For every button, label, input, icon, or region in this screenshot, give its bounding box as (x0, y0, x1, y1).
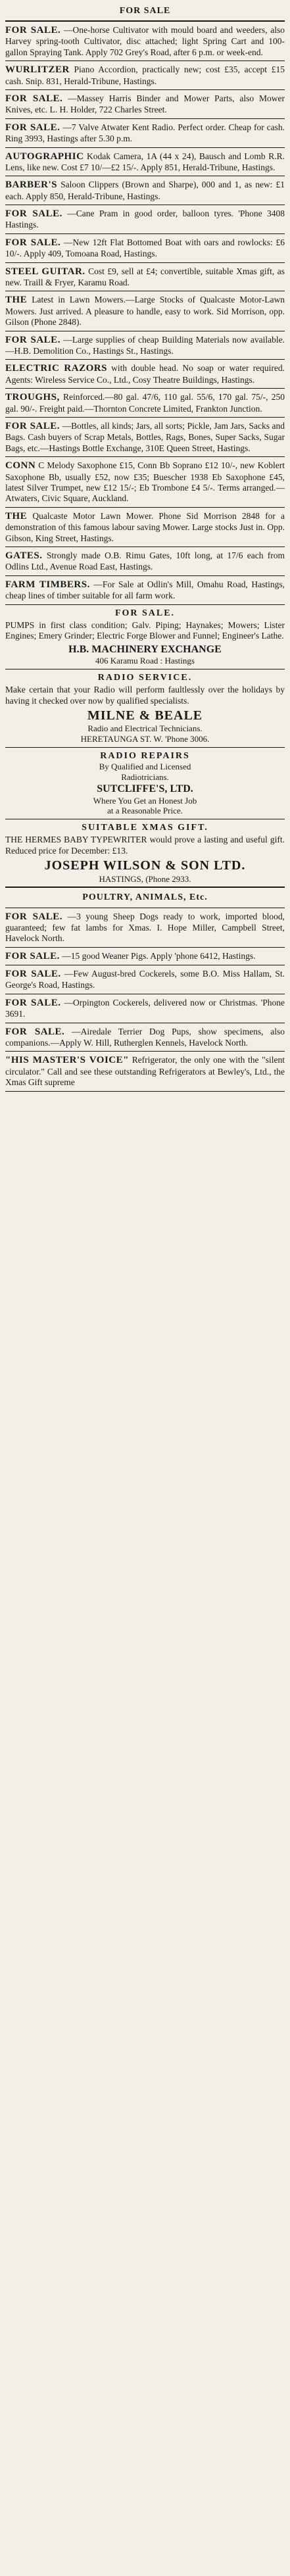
classified-page (0, 0, 290, 1092)
ad-address: 406 Karamu Road : Hastings (95, 656, 195, 666)
radio-service-ad (5, 672, 285, 744)
divider (5, 575, 285, 576)
divider (5, 359, 285, 360)
ad-text: Kodak Camera, 1A (44 x 24), Bausch and Lomb R.R. Lens, like new. Cost £7 10/—£2 15/-. Apply 851, Herald-Tribune, Hastings. (5, 151, 285, 172)
classified-ad (5, 237, 285, 260)
classified-ad (5, 510, 285, 544)
ad-lead: WURLITZER (5, 64, 70, 76)
divider (5, 947, 285, 948)
ad-lead: AUTOGRAPHIC (5, 151, 84, 162)
ad-lead: STEEL GUITAR. (5, 266, 85, 277)
ad-title: RADIO REPAIRS (100, 751, 190, 762)
section-heading-for-sale: FOR SALE (119, 6, 171, 16)
ad-desc: Radio and Electrical Technicians. (87, 723, 203, 734)
ad-firm: SUTCLIFFE'S, LTD. (97, 783, 193, 794)
divider (5, 388, 285, 389)
ad-text: PUMPS in first class condition; Galv. Piping; Haynakes; Mowers; Lister Engines; Emery Grinder; Electric Forge Blower and Funnel; Engineer's Lathe. (5, 620, 285, 641)
classified-ad (5, 1054, 285, 1088)
ad-line: Radiotricians. (121, 772, 169, 783)
divider (5, 89, 285, 90)
ad-text: Make certain that your Radio will perform faultlessly over the holidays by having it checked over now by qualified specialists. (5, 685, 285, 706)
ad-text: —Airedale Terrier Dog Pups, show specimens, also companions.—Apply W. Hill, Rutherglen Kennels, Havelock North. (5, 1026, 285, 1048)
ad-lead: FOR SALE. (5, 950, 60, 961)
ad-text: —15 good Weaner Pigs. Apply 'phone 6412, Hastings. (62, 950, 256, 961)
ad-lead: FOR SALE. (5, 208, 62, 220)
ad-text: Refrigerator, the only one with the "silent circulator." Call and see these outstanding Refrigerators at Bewley's, Ltd., the Xmas Gift supreme (5, 1055, 285, 1088)
ad-text: Qualcaste Motor Lawn Mower. Phone Sid Morrison 2848 for a demonstration of this famous labour saving Mower. Large stocks Just in. Opp. Gibson, King Street, Hastings. (5, 510, 285, 543)
classified-ad (5, 968, 285, 991)
divider (5, 20, 285, 22)
divider (5, 262, 285, 263)
classified-ad (5, 579, 285, 602)
classified-ad (5, 997, 285, 1020)
ad-text: —For Sale at Odlin's Mill, Omahu Road, Hastings, cheap lines of timber suitable for all farm work. (5, 579, 285, 601)
ad-lead: ELECTRIC RAZORS (5, 363, 107, 374)
ad-title: RADIO SERVICE. (97, 673, 193, 683)
classified-ad (5, 334, 285, 357)
for-sale-ads (5, 24, 285, 605)
ad-line: at a Reasonable Price. (107, 806, 183, 816)
classified-ad (5, 950, 285, 962)
ad-text: —One-horse Cultivator with mould board and weeders, also Harvey spring-tooth Cultivator, disc attached; light Spring Cart and 100-gallon Spraying Tank. Apply 702 Grey's Road, after 6 p.m. or week-end. (5, 25, 285, 57)
classified-ad (5, 911, 285, 944)
ad-lead: FOR SALE. (5, 911, 63, 922)
ad-line: Where You Get an Honest Job (93, 795, 197, 806)
ad-lead: GATES. (5, 550, 43, 562)
ad-text: C Melody Saxophone £15, Conn Bb Soprano £12 10/-, new Koblert Saxophone Bb, usually £52, now £35; Buescher 1938 Eb Saxophone £45, latest Silver Trumpet, new £12 15/-; Eb Trombone £4 5/-. Terms arranged.—Atwaters, Civic Square, Auckland. (5, 460, 285, 504)
ad-lead: FOR SALE. (5, 420, 60, 431)
ad-lead: "HIS MASTER'S VOICE" (5, 1055, 129, 1066)
divider (5, 233, 285, 234)
classified-ad (5, 64, 285, 87)
ad-text: Strongly made O.B. Rimu Gates, 10ft long, at 17/6 each from Odlins Ltd., Avenue Road East, Hastings. (5, 550, 285, 572)
ad-title: FOR SALE. (114, 608, 176, 618)
ad-lead: FOR SALE. (5, 997, 61, 1008)
divider (5, 417, 285, 418)
ad-firm: JOSEPH WILSON & SON LTD. (44, 858, 246, 873)
classified-ad (5, 179, 285, 202)
ad-text: —Orpington Cockerels, delivered now or Christmas. 'Phone 3691. (5, 997, 285, 1019)
ad-lead: FOR SALE. (5, 334, 60, 345)
ad-lead: CONN (5, 460, 36, 472)
ad-text: —7 Valve Atwater Kent Radio. Perfect order. Cheap for cash. Ring 3993, Hastings after 5.30 p.m. (5, 122, 285, 144)
divider (5, 887, 285, 888)
divider (5, 456, 285, 457)
ad-text: —Cane Pram in good order, balloon tyres. 'Phone 3408 Hastings. (5, 208, 285, 230)
classified-ad (5, 1026, 285, 1049)
ad-text: Latest in Lawn Mowers.—Large Stocks of Qualcaste Motor-Lawn Mowers. Just arrived. A pleasure to handle, easy to work. Sid Morrison, opp. Gilson (Phone 2848). (5, 295, 285, 328)
divider (5, 1051, 285, 1052)
ad-lead: FARM TIMBERS. (5, 579, 90, 590)
ad-firm: MILNE & BEALE (87, 708, 203, 723)
ad-text: THE HERMES BABY TYPEWRITER would prove a lasting and useful gift. Reduced price for December: £13. (5, 835, 285, 856)
ad-firm: H.B. MACHINERY EXCHANGE (68, 643, 222, 655)
ad-line: By Qualified and Licensed (99, 762, 191, 772)
divider (5, 118, 285, 119)
ad-address: HERETAUNGA ST. W. 'Phone 3006. (80, 734, 210, 744)
ad-lead: THE (5, 295, 28, 306)
ad-text: —Few August-bred Cockerels, some B.O. Miss Hallam, St. George's Road, Hastings. (5, 969, 285, 990)
section-heading-poultry: POULTRY, ANIMALS, Etc. (82, 892, 208, 903)
divider (5, 1091, 285, 1092)
machinery-exchange-ad (5, 608, 285, 666)
ad-lead: FOR SALE. (5, 969, 61, 980)
ad-text: —New 12ft Flat Bottomed Boat with oars and rowlocks: £6 10/-. Apply 409, Tomoana Road, Hastings. (5, 237, 285, 259)
ad-title: SUITABLE XMAS GIFT. (82, 823, 208, 833)
radio-repairs-ad (5, 750, 285, 816)
classified-ad (5, 362, 285, 385)
ad-lead: TROUGHS, (5, 392, 60, 403)
ad-text: Reinforced.—80 gal. 47/6, 110 gal. 55/6, 170 gal. 75/-, 250 gal. 90/-. Freight paid.—Thornton Concrete Limited, Frankton Junction. (5, 392, 285, 414)
ad-lead: FOR SALE. (5, 122, 60, 133)
ad-lead: FOR SALE. (5, 25, 61, 36)
divider (5, 507, 285, 508)
classified-ad (5, 391, 285, 414)
classified-ad (5, 208, 285, 231)
ad-text: Piano Accordion, practically new; cost £35, accept £15 cash. Snip. 831, Herald-Tribune, Hastings. (5, 64, 285, 86)
ad-lead: BARBER'S (5, 180, 58, 191)
ad-text: —3 young Sheep Dogs ready to work, imported blood, guaranteed; few fat lambs for Xmas. I. Hope Miller, Campbell Street, Havelock North. (5, 911, 285, 944)
classified-ad (5, 24, 285, 58)
classified-ad (5, 151, 285, 174)
ad-lead: FOR SALE. (5, 237, 61, 248)
classified-ad (5, 294, 285, 328)
ad-text: with double head. No soap or water required. Agents: Wireless Service Co., Ltd., Cosy Theatre Buildings, Hastings. (5, 363, 285, 385)
ad-lead: THE (5, 510, 28, 522)
classified-ad (5, 420, 285, 454)
classified-ad (5, 550, 285, 573)
divider (5, 747, 285, 748)
ad-text: —Large supplies of cheap Building Materials now available. —H.B. Demolition Co., Hastings St., Hastings. (5, 334, 285, 356)
classified-ad (5, 122, 285, 145)
classified-ad (5, 93, 285, 116)
ad-text: —Bottles, all kinds; Jars, all sorts; Pickle, Jam Jars, Sacks and Bags. Cash buyers of Scrap Metals, Bottles, Rags, Bones, Super Sacks, Sugar Bags, etc.—Hastings Bottle Exchange, 310E Queen Street, Hastings. (5, 420, 285, 453)
classified-ad (5, 266, 285, 289)
xmas-gift-ad (5, 822, 285, 884)
ad-text: Cost £9, sell at £4; convertible, suitable Xmas gift, as new. Traill & Fryer, Karamu Road. (5, 266, 285, 287)
ad-address: HASTINGS, (Phone 2933. (99, 873, 191, 884)
ad-text: Saloon Clippers (Brown and Sharpe), 000 and 1, as new: £1 each. Apply 850, Herald-Tribune, Hastings. (5, 180, 285, 201)
ad-text: —Massey Harris Binder and Mower Parts, also Mower Knives, etc. L. H. Holder, 722 Charles Street. (5, 93, 285, 115)
classified-ad (5, 460, 285, 504)
divider (5, 147, 285, 148)
poultry-ads (5, 911, 285, 1092)
ad-lead: FOR SALE. (5, 93, 63, 105)
ad-lead: FOR SALE. (5, 1026, 65, 1037)
divider (5, 604, 285, 605)
